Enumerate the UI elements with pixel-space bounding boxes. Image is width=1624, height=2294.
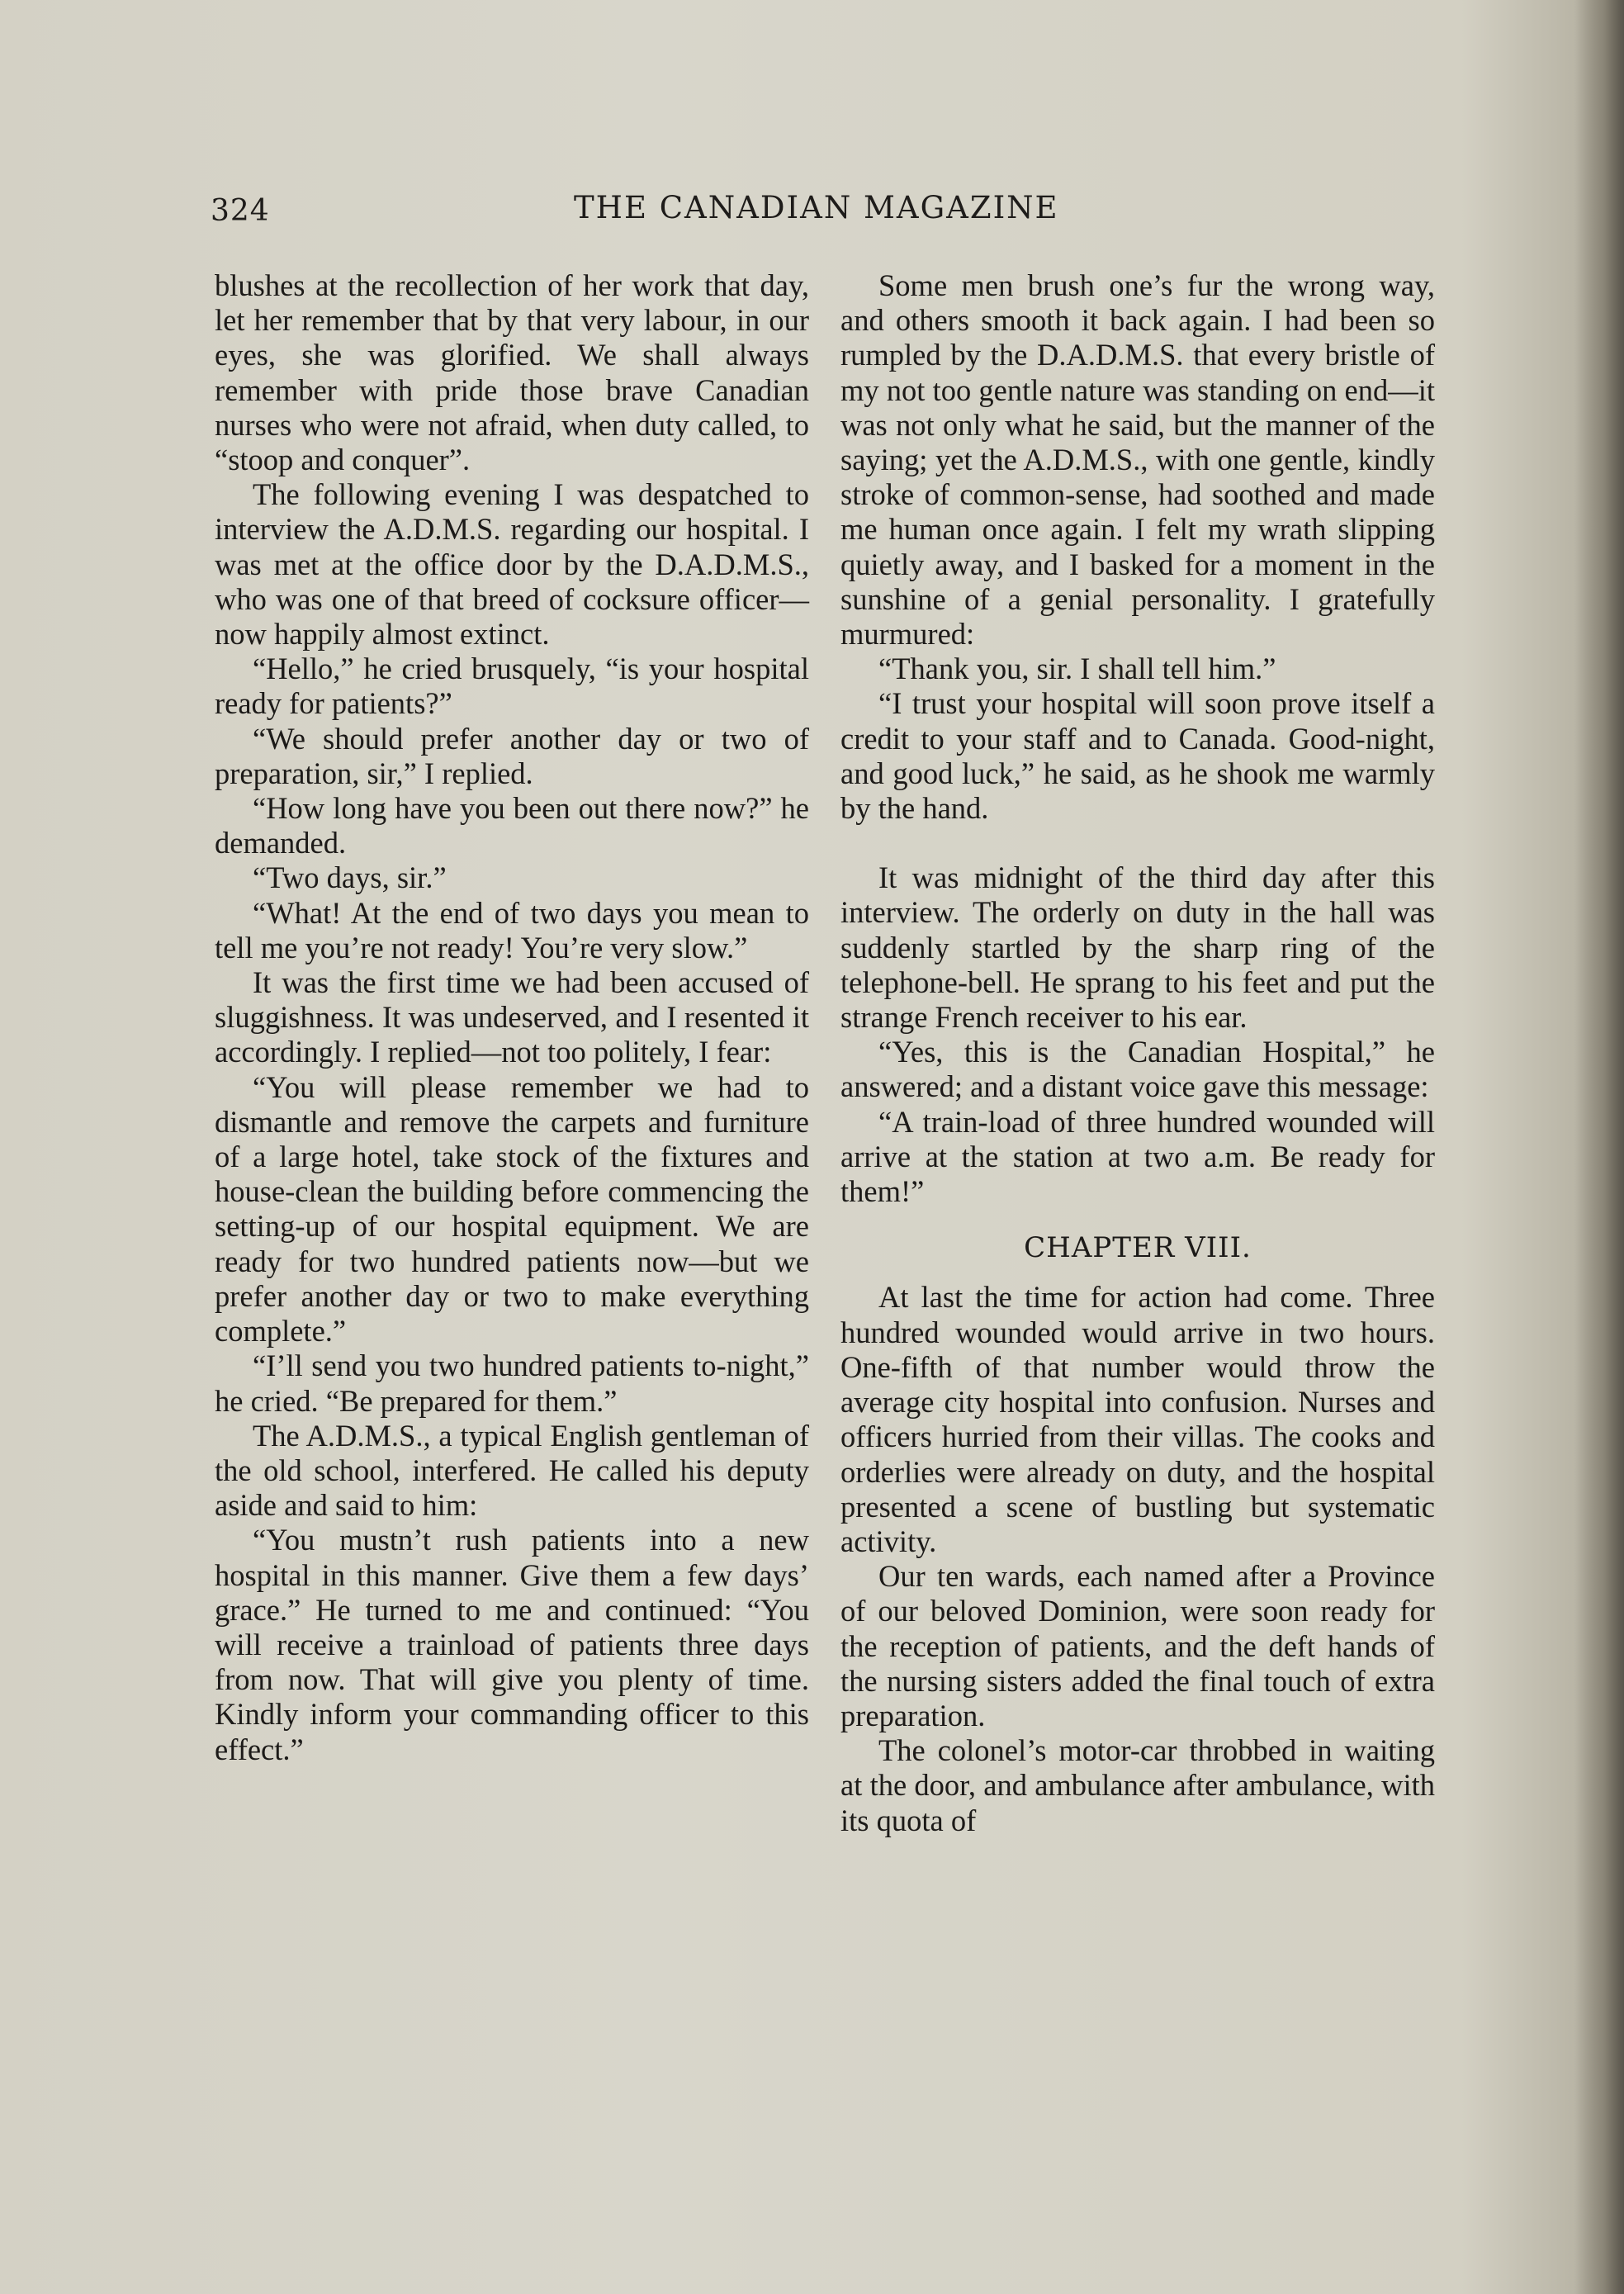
paragraph: It was the first time we had been accused of sluggishness. It was undeserved, and I resented it accordingly. I replied—not too politely, I fear: [215,965,809,1069]
paragraph: Some men brush one’s fur the wrong way, and others smooth it back again. I had been so rumpled by the D.A.D.M.S. that every bristle of my not too gentle nature was standing on end—it was not only what he said, but the manner of the saying; yet the A.D.M.S., with one gentle, kindly stroke of common-sense, had soothed and made me human once again. I felt my wrath slipping quietly away, and I basked for a moment in the sunshine of a genial personality. I gratefully murmured: [840,268,1435,652]
left-column [215,268,809,1767]
paragraph: “Hello,” he cried brusquely, “is your hospital ready for patients?” [215,652,809,721]
paragraph: The following evening I was despatched to interview the A.D.M.S. regarding our hospital. I was met at the office door by the D.A.D.M.S., who was one of that breed of cocksure officer—now happily almost extinct. [215,477,809,652]
page-header [211,186,1437,235]
paragraph: It was midnight of the third day after this interview. The orderly on duty in the hall was suddenly startled by the sharp ring of the telephone-bell. He sprang to his feet and put the strange French receiver to his ear. [840,860,1435,1035]
paragraph: The A.D.M.S., a typical English gentleman of the old school, interfered. He called his deputy aside and said to him: [215,1418,809,1523]
paragraph: “Thank you, sir. I shall tell him.” [878,652,1276,686]
paragraph: At last the time for action had come. Three hundred wounded would arrive in two hours. One-fifth of that number would throw the average city hospital into confusion. Nurses and officers hurried from their villas. The cooks and orderlies were already on duty, and the hospital presented a scene of bustling but systematic activity. [840,1280,1435,1558]
right-column [840,268,1435,1838]
page-number: 324 [211,194,270,228]
paragraph: Our ten wards, each named after a Province of our beloved Dominion, were soon ready for the reception of patients, and the deft hands of the nursing sisters added the final touch of extra preparation. [840,1559,1435,1732]
paragraph: “We should prefer another day or two of preparation, sir,” I replied. [215,721,809,790]
paragraph: “I’ll send you two hundred patients to-night,” he cried. “Be prepared for them.” [215,1348,809,1418]
paragraph: “Two days, sir.” [253,860,447,895]
paragraph: “You will please remember we had to dismantle and remove the carpets and furniture of a large hotel, take stock of the fixtures and house-clean the building before commencing the setting-up of our hospital equipment. We are ready for two hundred patients now—but we prefer another day or two to make everything complete.” [215,1069,809,1348]
paragraph: The colonel’s motor-car throbbed in waiting at the door, and ambulance after ambulance, with its quota of [840,1733,1435,1837]
paragraph: blushes at the recollection of her work that day, let her remember that by that very labour, in our eyes, she was glorified. We shall always remember with pride those brave Canadian nurses who were not afraid, when duty called, to “stoop and conquer”. [215,268,809,477]
running-title: THE CANADIAN MAGAZINE [574,190,1059,225]
chapter-heading: CHAPTER VIII. [1024,1231,1252,1265]
paragraph: “A train-load of three hundred wounded will arrive at the station at two a.m. Be ready for them!” [840,1104,1435,1209]
paragraph: “I trust your hospital will soon prove itself a credit to your staff and to Canada. Good-night, and good luck,” he said, as he shook me warmly by the hand. [840,686,1435,826]
paragraph: “What! At the end of two days you mean to tell me you’re not ready! You’re very slow.” [215,895,809,965]
page-gutter-shadow [1574,0,1624,2294]
paragraph: “Yes, this is the Canadian Hospital,” he answered; and a distant voice gave this message: [840,1035,1435,1104]
paragraph: “You mustn’t rush patients into a new hospital in this manner. Give them a few days’ grace.” He turned to me and continued: “You will receive a trainload of patients three days from now. That will give you plenty of time. Kindly inform your commanding officer to this effect.” [215,1523,809,1766]
paragraph: “How long have you been out there now?” he demanded. [215,791,809,860]
